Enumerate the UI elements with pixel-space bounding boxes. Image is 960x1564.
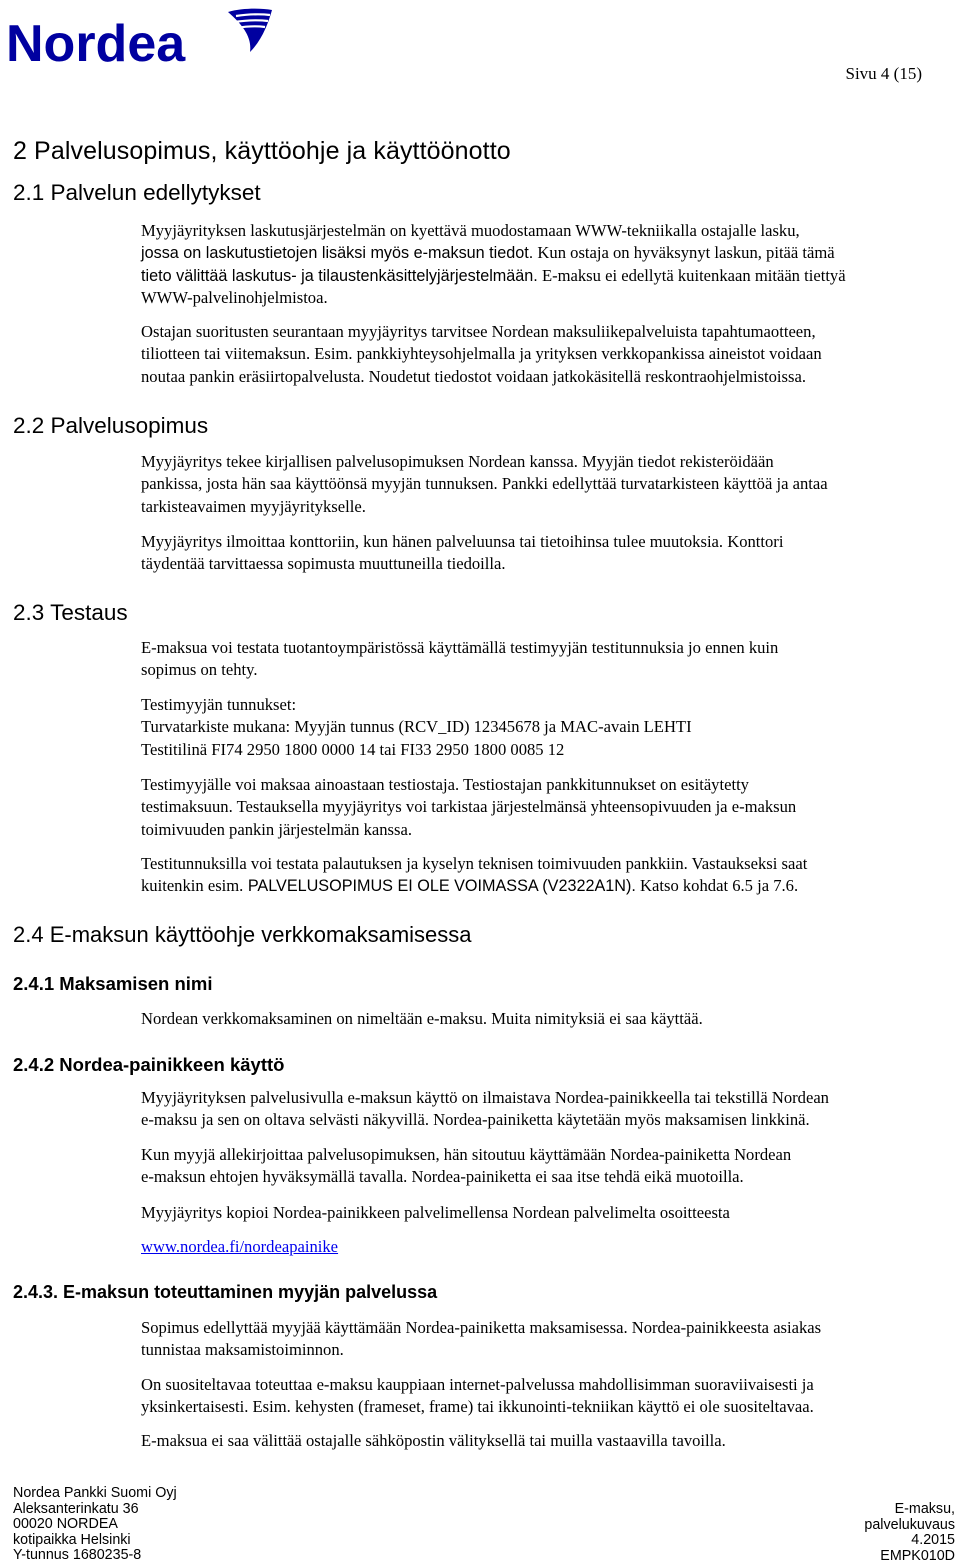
text-line: Kun myyjä allekirjoittaa palvelusopimuksen, hän sitoutuu käyttämään Nordea-painiketta Nordean — [141, 1145, 792, 1164]
section-2-3-paragraph-2 — [141, 694, 953, 761]
text-line: Myyjäyritys tekee kirjallisen palvelusopimuksen Nordean kanssa. Myyjän tiedot rekisteröidään — [141, 452, 774, 471]
footer-document-info — [864, 1502, 955, 1564]
text-line: tunnistaa maksamistoiminnon. — [141, 1340, 344, 1360]
section-2-1-paragraph-2 — [141, 321, 953, 388]
section-2-2-paragraph-2 — [141, 531, 953, 576]
text-line: yksinkertaisesti. Esim. kehysten (frameset, frame) tai ikkunointi-tekniikan käyttö ei ole suositeltavaa. — [141, 1397, 814, 1417]
text-line: Testimyyjän tunnukset: — [141, 695, 297, 714]
nordea-logo-icon — [6, 6, 276, 68]
link-container — [141, 1236, 953, 1258]
section-2-4-3-title: 2.4.3. E-maksun toteuttaminen myyjän palvelussa — [13, 1282, 438, 1302]
text-line: Sopimus edellyttää myyjää käyttämään Nordea-painiketta maksamisessa. Nordea-painikkeesta asiakas — [141, 1318, 822, 1337]
text-line: Myyjäyritys kopioi Nordea-painikkeen palvelimellensa Nordean palvelimelta osoitteesta — [141, 1203, 730, 1222]
section-2-4-3-paragraph-3 — [141, 1430, 953, 1452]
text-line: e-maksu ja sen on oltava selvästi näkyvillä. Nordea-painiketta käytetään myös maksamisen linkkinä. — [141, 1110, 810, 1130]
text-line: Katso kohdat 6.5 ja 7.6. — [635, 876, 799, 896]
text-line: sopimus on tehty. — [141, 660, 258, 680]
footer-line: Y-tunnus 1680235-8 — [13, 1547, 142, 1564]
text-line: Testitilinä FI74 2950 1800 0000 14 tai FI33 2950 1800 0085 12 — [141, 739, 565, 759]
section-2-2-title: 2.2 Palvelusopimus — [13, 413, 209, 438]
footer-line: kotipaikka Helsinki — [13, 1531, 131, 1548]
text-line: kuitenkin esim. — [141, 876, 244, 896]
status-code-text: PALVELUSOPIMUS EI OLE VOIMASSA (V2322A1N). — [243, 877, 636, 896]
section-2-3-paragraph-4 — [141, 853, 953, 898]
text-line: tieto välittää laskutus- ja tilaustenkäsittelyjärjestelmään. — [141, 266, 538, 285]
section-2-4-2-paragraph-2 — [141, 1144, 953, 1189]
section-2-4-2-title: 2.4.2 Nordea-painikkeen käyttö — [13, 1054, 285, 1075]
footer-line: EMPK010D — [880, 1547, 955, 1564]
footer-company-info — [13, 1486, 177, 1564]
text-line: täydentää tarvittaessa sopimusta muuttuneilla tiedoilla. — [141, 554, 506, 574]
section-2-1-title: 2.1 Palvelun edellytykset — [13, 180, 261, 205]
footer-line: 00020 NORDEA — [13, 1516, 118, 1533]
section-2-4-2-paragraph-1 — [141, 1087, 953, 1132]
text-line: E-maksua voi testata tuotantoympäristössä käyttämällä testimyyjän testitunnuksia jo ennen kuin — [141, 638, 779, 657]
section-2-1-paragraph-1 — [141, 220, 953, 310]
text-line: Turvatarkiste mukana: Myyjän tunnus (RCV_ID) 12345678 ja MAC-avain LEHTI — [141, 717, 692, 737]
section-2-3-paragraph-3 — [141, 774, 953, 841]
footer-line: Nordea Pankki Suomi Oyj — [13, 1485, 177, 1501]
text-line: E-maksu ei edellytä kuitenkaan mitään tiettyä — [537, 265, 846, 285]
nordea-logo — [6, 6, 276, 68]
section-2-4-1-paragraph — [141, 1008, 953, 1030]
section-2-title: 2 Palvelusopimus, käyttöohje ja käyttöönotto — [13, 137, 511, 165]
text-line: Ostajan suoritusten seurantaan myyjäyritys tarvitsee Nordean maksuliikepalveluista tapahtumaotteen, — [141, 322, 816, 341]
section-2-4-title: 2.4 E-maksun käyttöohje verkkomaksamisessa — [13, 922, 472, 947]
footer-line: palvelukuvaus — [864, 1516, 955, 1533]
section-2-3-paragraph-1 — [141, 637, 953, 682]
page-number: Sivu 4 (15) — [845, 64, 922, 83]
section-2-4-2-paragraph-3 — [141, 1202, 953, 1224]
nordea-button-link[interactable]: www.nordea.fi/nordeapainike — [141, 1237, 339, 1256]
text-line: WWW-palvelinohjelmistoa. — [141, 288, 328, 308]
section-2-4-3-paragraph-2 — [141, 1374, 953, 1419]
text-line: Testitunnuksilla voi testata palautuksen ja kyselyn teknisen toimivuuden pankkiin. Vastaukseksi saat — [141, 854, 808, 873]
text-line: Myyjäyritys ilmoittaa konttoriin, kun hänen palveluunsa tai tietoihinsa tulee muutoksia. Konttori — [141, 532, 784, 551]
text-line: Kun ostaja on hyväksynyt laskun, pitää tämä — [533, 243, 835, 263]
text-line: Myyjäyrityksen palvelusivulla e-maksun käyttö on ilmaistava Nordea-painikkeella tai tekstillä Nordean — [141, 1088, 829, 1107]
section-2-2-paragraph-1 — [141, 451, 953, 518]
footer-line: 4.2015 — [911, 1532, 955, 1549]
text-line: Testimyyjälle voi maksaa ainoastaan testiostaja. Testiostajan pankkitunnukset on esitäytetty — [141, 775, 749, 794]
section-2-4-1-title: 2.4.1 Maksamisen nimi — [13, 973, 213, 994]
text-line: jossa on laskutustietojen lisäksi myös e-maksun tiedot. — [141, 244, 534, 263]
text-line: E-maksua ei saa välittää ostajalle sähköpostin välityksellä tai muilla vastaavilla tavoilla. — [141, 1431, 726, 1450]
text-line: tiliotteen tai viitemaksun. Esim. pankkiyhteysohjelmalla ja yrityksen verkkopankissa aineistot voidaan — [141, 344, 822, 364]
text-line: toimivuuden pankin järjestelmän kanssa. — [141, 819, 412, 839]
text-line: e-maksun ehtojen hyväksymällä tavalla. Nordea-painiketta ei saa itse tehdä eikä muotoilla. — [141, 1167, 744, 1187]
text-line: Nordean verkkomaksaminen on nimeltään e-maksu. Muita nimityksiä ei saa käyttää. — [141, 1009, 703, 1028]
footer-line: E-maksu, — [894, 1501, 955, 1517]
section-2-4-3-paragraph-1 — [141, 1317, 953, 1362]
text-line: noutaa pankin eräsiirtopalvelusta. Noudetut tiedostot voidaan jatkokäsitellä reskontraohjelmistoissa. — [141, 366, 806, 386]
text-line: On suositeltavaa toteuttaa e-maksu kauppiaan internet-palvelussa mahdollisimman suoraviivaisesti ja — [141, 1375, 814, 1394]
section-2-3-title: 2.3 Testaus — [13, 600, 128, 625]
text-line: Myyjäyrityksen laskutusjärjestelmän on kyettävä muodostamaan WWW-tekniikalla ostajalle lasku, — [141, 221, 800, 240]
text-line: tarkisteavaimen myyjäyritykselle. — [141, 496, 366, 516]
footer-line: Aleksanterinkatu 36 — [13, 1500, 139, 1517]
text-line: pankissa, josta hän saa käyttöönsä myyjän tunnuksen. Pankki edellyttää turvatarkisteen käyttöä ja antaa — [141, 474, 828, 494]
logo-wordmark: Nordea — [6, 15, 186, 68]
text-line: testimaksuun. Testauksella myyjäyritys voi tarkistaa järjestelmänsä yhteensopivuuden ja e-maksun — [141, 797, 797, 817]
